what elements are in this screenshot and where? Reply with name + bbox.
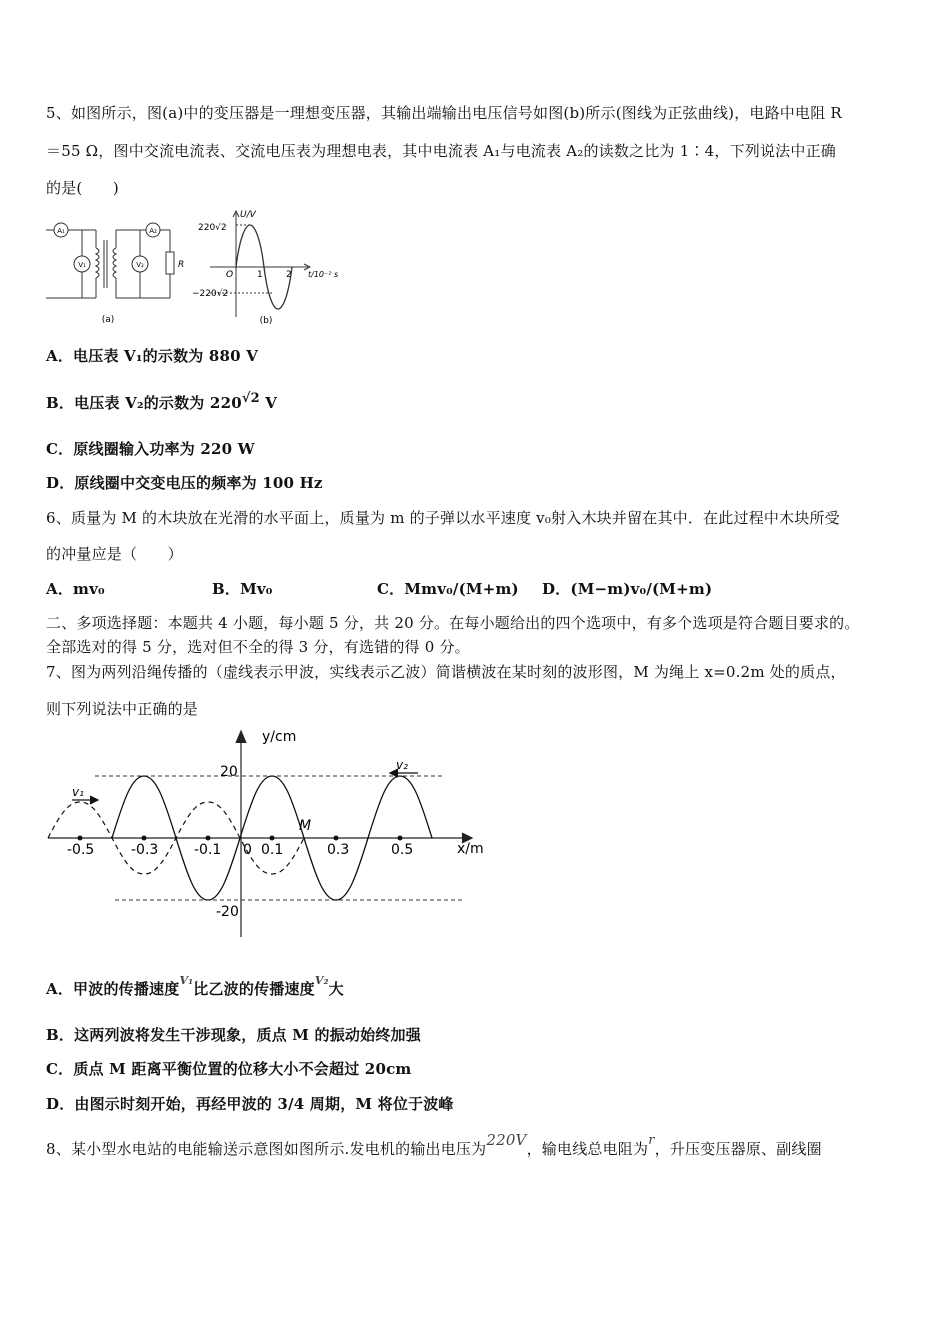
- velocity-v2-label: v₂: [396, 758, 408, 772]
- q6-option-d: D．(M−m)v₀/(M+m): [542, 580, 713, 598]
- q7-option-a-text: A．甲波的传播速度: [46, 980, 180, 998]
- q5-option-a: A．电压表 V₁的示数为 880 V: [46, 347, 259, 365]
- q7-option-a-mid: 比乙波的传播速度: [193, 980, 315, 998]
- wave-graph-y-top: 20: [220, 764, 238, 780]
- tick-label-0-1: 0.1: [261, 842, 284, 858]
- q7-option-c: C．质点 M 距离平衡位置的位移大小不会超过 20cm: [46, 1060, 412, 1078]
- section2-line1: 二、多项选择题：本题共 4 小题，每小题 5 分，共 20 分。在每小题给出的四个选项中，有多个选项是符合题目要求的。: [46, 614, 860, 632]
- line-resistance-symbol: r: [648, 1133, 655, 1148]
- figure-b-caption: (b): [259, 316, 273, 325]
- wave-graph-y-bottom: -20: [216, 904, 239, 920]
- ammeter-a2-label: A₂: [149, 227, 157, 235]
- q6-option-c: C．Mmv₀/(M+m): [377, 580, 519, 598]
- q7-line1: 7、图为两列沿绳传播的（虚线表示甲波，实线表示乙波）简谐横波在某时刻的波形图，M 为绳上 x=0.2m 处的质点，: [46, 663, 846, 681]
- graph-b-tick-2: 2: [286, 270, 292, 280]
- graph-b-xlabel: t/10⁻² s: [308, 270, 339, 279]
- q7-option-a: [46, 974, 344, 999]
- q7-line2: 则下列说法中正确的是: [46, 700, 199, 718]
- q7-option-a-end: 大: [328, 980, 344, 998]
- tick-label-neg-0-5: -0.5: [67, 842, 95, 858]
- transformer-circuit-figure: [44, 212, 194, 332]
- q5-option-b-text: B．电压表 V₂的示数为 220: [46, 394, 242, 412]
- q5-option-d: D．原线圈中交变电压的频率为 100 Hz: [46, 474, 323, 492]
- section2-line2: 全部选对的得 5 分，选对但不全的得 3 分，有选错的得 0 分。: [46, 638, 470, 656]
- q5-option-b: [46, 392, 277, 413]
- graph-b-tick-1: 1: [257, 270, 263, 280]
- q6-option-b: B．Mv₀: [212, 580, 273, 598]
- v1-symbol: V₁: [179, 974, 194, 987]
- q8-text-mid: ，输电线总电阻为: [526, 1140, 649, 1158]
- q8-line1: [46, 1131, 822, 1159]
- v2-symbol: V₂: [314, 974, 329, 987]
- ammeter-a1-label: A₁: [57, 227, 65, 235]
- resistor-r-label: R: [178, 260, 185, 270]
- voltmeter-v2-label: V₂: [136, 261, 144, 269]
- velocity-v1-label: v₁: [72, 785, 84, 799]
- voltmeter-v1-label: V₁: [78, 261, 86, 269]
- wave-graph-xlabel: x/m: [457, 841, 484, 857]
- voltage-sine-graph: [190, 205, 350, 325]
- q6-option-a: A．mv₀: [46, 580, 105, 598]
- q5-line2: ＝55 Ω，图中交流电流表、交流电压表为理想电表，其中电流表 A₁与电流表 A₂的读数之比为 1∶4，下列说法中正确: [46, 142, 836, 160]
- q7-option-b: B．这两列波将发生干涉现象，质点 M 的振动始终加强: [46, 1026, 421, 1044]
- q8-text-end: ，升压变压器原、副线圈: [654, 1140, 822, 1158]
- wave-graph: [40, 727, 490, 942]
- q5-option-b-unit: V: [265, 394, 278, 412]
- graph-b-ylabel: U/V: [240, 210, 256, 220]
- figure-a-caption: (a): [101, 315, 115, 325]
- tick-label-0-3: 0.3: [327, 842, 350, 858]
- generator-voltage: 220V: [486, 1131, 527, 1149]
- tick-label-neg-0-1: -0.1: [194, 842, 222, 858]
- sqrt-two: √2: [241, 391, 260, 406]
- q6-line1: 6、质量为 M 的木块放在光滑的水平面上，质量为 m 的子弹以水平速度 v₀射入木块并留在其中．在此过程中木块所受: [46, 509, 840, 527]
- wave-graph-ylabel: y/cm: [262, 729, 297, 745]
- graph-b-origin: O: [226, 270, 234, 280]
- tick-label-zero: 0: [243, 842, 252, 858]
- q7-option-d: D．由图示时刻开始，再经甲波的 3/4 周期，M 将位于波峰: [46, 1095, 454, 1113]
- q5-option-c: C．原线圈输入功率为 220 W: [46, 440, 255, 458]
- graph-b-ymax: 220√2: [198, 223, 227, 233]
- q5-line3: 的是( ): [46, 179, 119, 197]
- q8-text-start: 8、某小型水电站的电能输送示意图如图所示.发电机的输出电压为: [46, 1140, 487, 1158]
- tick-label-0-5: 0.5: [391, 842, 414, 858]
- graph-b-ymin: −220√2: [192, 289, 229, 299]
- tick-label-neg-0-3: -0.3: [131, 842, 159, 858]
- point-m-label: M: [299, 818, 312, 834]
- q5-line1: 5、如图所示，图(a)中的变压器是一理想变压器，其输出端输出电压信号如图(b)所示(图线为正弦曲线)，电路中电阻 R: [46, 104, 842, 122]
- q6-line2: 的冲量应是（ ）: [46, 545, 183, 563]
